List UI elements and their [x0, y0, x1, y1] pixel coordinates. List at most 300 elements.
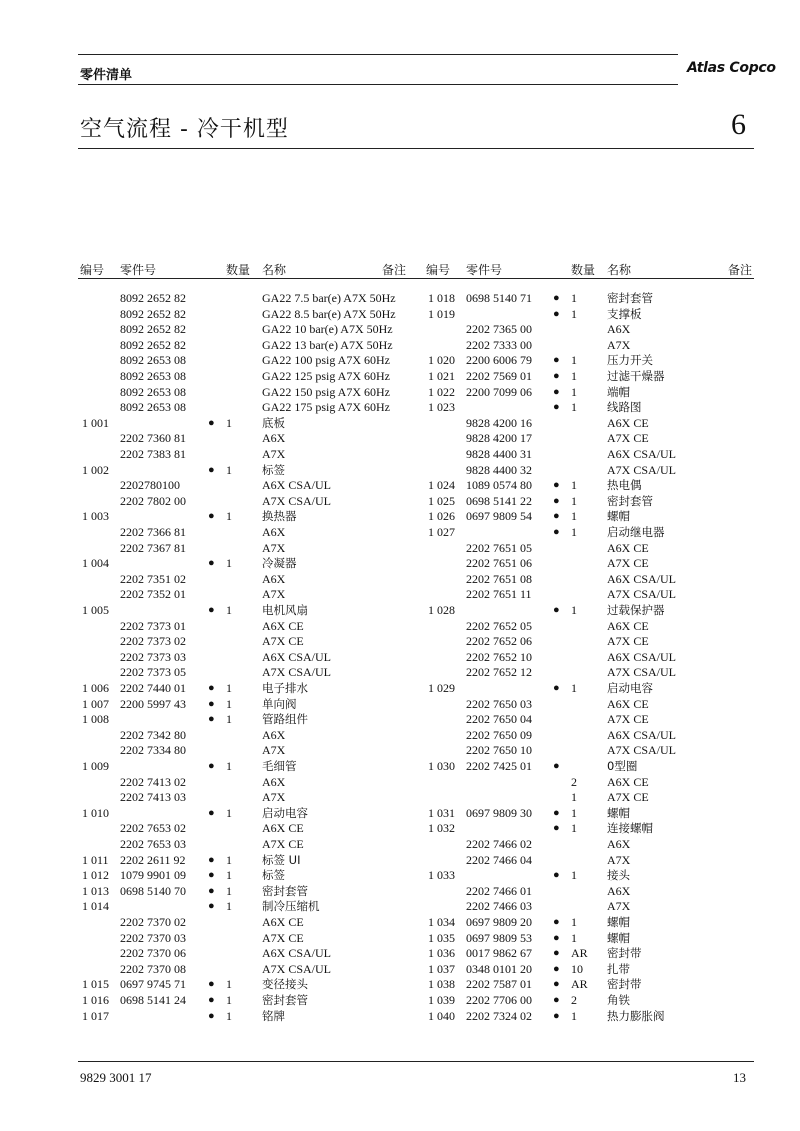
- item-number: 1 032: [428, 821, 455, 836]
- table-row: [0, 899, 800, 915]
- quantity: 1: [226, 1008, 232, 1023]
- part-number: 2202 7650 04: [466, 712, 532, 727]
- part-number: 0698 5140 71: [466, 291, 532, 305]
- part-name: A7X CSA/UL: [607, 587, 677, 602]
- quantity: 1: [226, 462, 232, 477]
- part-name: A6X CSA/UL: [262, 946, 332, 961]
- bullet-icon: ●: [208, 416, 215, 429]
- part-name: A6X CE: [607, 618, 649, 633]
- item-number: 1 022: [428, 384, 455, 399]
- table-row: [0, 494, 800, 510]
- table-row: [0, 338, 800, 354]
- part-number: 2200 7099 06: [466, 384, 532, 399]
- quantity: 1: [226, 868, 232, 883]
- bullet-icon: ●: [553, 526, 560, 538]
- table-row: [0, 400, 800, 416]
- item-number: 1 016: [82, 993, 109, 1007]
- item-number: 1 010: [82, 805, 109, 820]
- part-number: 8092 2652 82: [120, 337, 186, 352]
- quantity: 1: [226, 603, 232, 617]
- part-name: 过滤干燥器: [607, 369, 665, 383]
- part-name: 密封带: [607, 977, 642, 992]
- bullet-icon: ●: [553, 962, 560, 975]
- bullet-icon: ●: [553, 994, 560, 1006]
- table-row: [0, 993, 800, 1009]
- part-name: 密封套管: [262, 993, 308, 1007]
- part-number: 8092 2653 08: [120, 400, 186, 415]
- bullet-icon: ●: [208, 978, 215, 991]
- quantity: 1: [571, 384, 577, 399]
- item-number: 1 020: [428, 353, 455, 368]
- col-qty-right: 数量: [571, 263, 596, 277]
- part-name: A7X CSA/UL: [262, 493, 332, 508]
- quantity: 1: [226, 556, 232, 571]
- item-number: 1 011: [82, 852, 109, 867]
- table-row: [0, 619, 800, 635]
- quantity: 1: [571, 306, 577, 321]
- quantity: 1: [226, 977, 232, 992]
- item-number: 1 018: [428, 291, 455, 305]
- part-name: 压力开关: [607, 353, 653, 368]
- table-row: [0, 478, 800, 494]
- quantity: 1: [226, 883, 232, 898]
- table-row: [0, 587, 800, 603]
- bullet-icon: ●: [553, 760, 560, 772]
- table-row: [0, 416, 800, 432]
- item-number: 1 006: [82, 681, 109, 695]
- table-row: [0, 962, 800, 978]
- part-number: 2202 7334 80: [120, 743, 186, 758]
- part-number: 2202 7366 81: [120, 525, 186, 539]
- part-name: A6X CSA/UL: [607, 727, 677, 742]
- part-number: 0697 9809 53: [466, 930, 532, 945]
- bullet-icon: ●: [553, 931, 560, 944]
- item-number: 1 034: [428, 915, 455, 929]
- part-number: 8092 2653 08: [120, 384, 186, 399]
- item-number: 1 002: [82, 462, 109, 477]
- bullet-icon: ●: [553, 916, 560, 928]
- item-number: 1 015: [82, 977, 109, 992]
- quantity: 1: [571, 930, 577, 945]
- part-number: 2202 7370 08: [120, 961, 186, 976]
- part-name: 冷凝器: [262, 556, 297, 571]
- quantity: 1: [226, 805, 232, 820]
- part-number: 0697 9745 71: [120, 977, 186, 992]
- bullet-icon: ●: [553, 479, 560, 492]
- part-name: A6X: [262, 774, 286, 789]
- part-number: 2200 6006 79: [466, 353, 532, 368]
- item-number: 1 038: [428, 977, 455, 992]
- bullet-icon: ●: [553, 370, 560, 382]
- quantity: 1: [226, 509, 232, 524]
- part-number: 2202 7466 02: [466, 837, 532, 851]
- item-number: 1 008: [82, 712, 109, 727]
- part-number: 2202 7466 03: [466, 899, 532, 914]
- table-row: [0, 322, 800, 338]
- part-number: 2202 7651 08: [466, 571, 532, 586]
- table-row: [0, 915, 800, 931]
- part-name: A6X CSA/UL: [607, 649, 677, 664]
- quantity: 1: [226, 712, 232, 727]
- part-name: A7X: [607, 337, 631, 352]
- col-no-right: 编号: [426, 263, 451, 277]
- quantity: 1: [226, 415, 232, 430]
- part-name: A6X: [607, 322, 631, 337]
- part-number: 2202780100: [120, 478, 180, 493]
- part-name: 变径接头: [262, 977, 308, 992]
- part-number: 8092 2652 82: [120, 306, 186, 321]
- part-number: 2202 7650 09: [466, 727, 532, 742]
- part-name: A6X CSA/UL: [262, 478, 332, 493]
- item-number: 1 035: [428, 930, 455, 945]
- quantity: 1: [571, 493, 577, 508]
- table-row: [0, 431, 800, 447]
- part-name: 启动电容: [262, 805, 308, 820]
- bullet-icon: ●: [553, 869, 560, 882]
- item-number: 1 014: [82, 899, 109, 914]
- part-name: A6X CE: [262, 618, 304, 633]
- item-number: 1 025: [428, 493, 455, 508]
- part-name: GA22 13 bar(e) A7X 50Hz: [262, 337, 393, 352]
- table-row: [0, 790, 800, 806]
- part-name: 热电偶: [607, 478, 642, 493]
- part-name: GA22 175 psig A7X 60Hz: [262, 400, 390, 415]
- item-number: 1 001: [82, 415, 109, 430]
- table-row: [0, 759, 800, 775]
- quantity: 1: [571, 603, 577, 617]
- part-name: 电机风扇: [262, 603, 308, 617]
- part-name: 过载保护器: [607, 603, 665, 617]
- part-number: 2202 7652 12: [466, 665, 532, 680]
- bullet-icon: ●: [208, 806, 215, 819]
- table-row: [0, 572, 800, 588]
- table-row: [0, 463, 800, 479]
- part-number: 2202 7351 02: [120, 571, 186, 586]
- part-name: A7X CSA/UL: [607, 462, 677, 477]
- part-name: 单向阀: [262, 696, 297, 711]
- part-name: 0型圈: [607, 759, 638, 773]
- table-row: [0, 837, 800, 853]
- part-number: 8092 2652 82: [120, 322, 186, 337]
- table-row: [0, 728, 800, 744]
- part-name: A6X: [262, 571, 286, 586]
- quantity: 1: [571, 478, 577, 493]
- part-number: 2202 7360 81: [120, 431, 186, 446]
- item-number: 1 036: [428, 946, 455, 961]
- table-row: [0, 541, 800, 557]
- col-remark-right: 备注: [728, 263, 753, 277]
- part-number: 2202 7333 00: [466, 337, 532, 352]
- part-number: 2202 7370 02: [120, 915, 186, 929]
- part-name: A7X CE: [262, 930, 304, 945]
- quantity: 1: [571, 868, 577, 883]
- part-name: 制冷压缩机: [262, 899, 320, 914]
- col-name-right: 名称: [607, 263, 632, 277]
- bullet-icon: ●: [553, 806, 560, 819]
- table-head-rule: [78, 278, 754, 279]
- quantity: 1: [571, 821, 577, 836]
- bullet-icon: ●: [208, 1009, 215, 1022]
- part-name: A7X CSA/UL: [262, 665, 332, 680]
- part-name: A7X CE: [607, 556, 649, 571]
- part-name: 标签: [262, 462, 285, 477]
- part-name: A7X: [262, 447, 286, 461]
- bullet-icon: ●: [553, 307, 560, 320]
- part-name: 端帽: [607, 384, 630, 399]
- col-no-left: 编号: [80, 263, 105, 277]
- part-number: 2202 7651 05: [466, 540, 532, 555]
- item-number: 1 005: [82, 603, 109, 617]
- bullet-icon: ●: [553, 401, 560, 414]
- table-row: [0, 307, 800, 323]
- part-name: 热力膨胀阀: [607, 1008, 665, 1023]
- bullet-icon: ●: [553, 292, 560, 304]
- item-number: 1 019: [428, 306, 455, 321]
- part-name: 螺帽: [607, 509, 630, 524]
- table-row: [0, 946, 800, 962]
- header-rule: [78, 54, 678, 55]
- part-name: A7X: [607, 852, 631, 867]
- part-name: A7X CE: [607, 790, 649, 805]
- item-number: 1 033: [428, 868, 455, 883]
- part-name: 底板: [262, 415, 285, 430]
- part-name: 毛细管: [262, 759, 297, 773]
- part-number: 0698 5140 70: [120, 883, 186, 898]
- part-name: A7X CSA/UL: [262, 961, 332, 976]
- quantity: 1: [226, 899, 232, 914]
- part-number: 2202 7653 03: [120, 837, 186, 851]
- part-number: 0697 9809 54: [466, 509, 532, 524]
- table-row: [0, 291, 800, 307]
- bullet-icon: ●: [553, 1009, 560, 1022]
- table-row: [0, 447, 800, 463]
- quantity: 1: [571, 681, 577, 695]
- part-number: 2202 7324 02: [466, 1008, 532, 1023]
- part-name: A7X CE: [607, 712, 649, 727]
- part-name: A6X: [607, 837, 631, 851]
- table-row: [0, 884, 800, 900]
- item-number: 1 023: [428, 400, 455, 415]
- part-name: 螺帽: [607, 930, 630, 945]
- item-number: 1 027: [428, 525, 455, 539]
- quantity: 1: [571, 509, 577, 524]
- table-row: [0, 353, 800, 369]
- item-number: 1 003: [82, 509, 109, 524]
- part-name: 密封套管: [262, 883, 308, 898]
- bullet-icon: ●: [553, 604, 560, 616]
- header-bottom-rule: [78, 84, 678, 85]
- part-name: GA22 8.5 bar(e) A7X 50Hz: [262, 306, 396, 321]
- part-number: 0017 9862 67: [466, 946, 532, 961]
- part-name: A6X CE: [607, 415, 649, 430]
- quantity: 1: [226, 993, 232, 1007]
- part-number: 2202 7802 00: [120, 493, 186, 508]
- part-name: A7X CE: [262, 837, 304, 851]
- item-number: 1 028: [428, 603, 455, 617]
- part-number: 2202 7651 06: [466, 556, 532, 571]
- part-name: 管路组件: [262, 712, 308, 727]
- part-number: 2202 7466 04: [466, 852, 532, 867]
- quantity: AR: [571, 946, 588, 961]
- part-name: GA22 150 psig A7X 60Hz: [262, 384, 390, 399]
- part-number: 2202 7413 02: [120, 774, 186, 789]
- part-number: 2202 7425 01: [466, 759, 532, 773]
- quantity: 1: [571, 291, 577, 305]
- quantity: 1: [571, 525, 577, 539]
- part-number: 2202 7569 01: [466, 369, 532, 383]
- part-number: 2202 7373 03: [120, 649, 186, 664]
- quantity: AR: [571, 977, 588, 992]
- part-name: A7X: [262, 587, 286, 602]
- part-name: 换热器: [262, 509, 297, 524]
- part-name: 铭牌: [262, 1008, 285, 1023]
- part-number: 9828 4200 16: [466, 415, 532, 430]
- part-number: 2200 5997 43: [120, 696, 186, 711]
- part-name: A7X: [607, 899, 631, 914]
- part-name: GA22 100 psig A7X 60Hz: [262, 353, 390, 368]
- table-row: [0, 868, 800, 884]
- item-number: 1 017: [82, 1008, 109, 1023]
- table-row: [0, 931, 800, 947]
- quantity: 1: [571, 369, 577, 383]
- part-name: A7X CE: [607, 431, 649, 446]
- part-number: 9828 4400 31: [466, 447, 532, 461]
- part-number: 2202 7365 00: [466, 322, 532, 337]
- table-row: [0, 665, 800, 681]
- quantity: 10: [571, 961, 583, 976]
- col-remark-left: 备注: [382, 263, 407, 277]
- quantity: 1: [571, 805, 577, 820]
- bullet-icon: ●: [208, 869, 215, 882]
- bullet-icon: ●: [553, 947, 560, 960]
- bullet-icon: ●: [208, 682, 215, 694]
- part-name: A7X: [262, 743, 286, 758]
- part-number: 9828 4200 17: [466, 431, 532, 446]
- part-number: 0697 9809 20: [466, 915, 532, 929]
- part-name: A6X CE: [607, 774, 649, 789]
- part-number: 2202 7652 10: [466, 649, 532, 664]
- part-number: 2202 7650 10: [466, 743, 532, 758]
- part-name: 密封带: [607, 946, 642, 961]
- atlas-copco-logo: Atlas Copco: [687, 60, 776, 76]
- bullet-icon: ●: [208, 760, 215, 772]
- item-number: 1 030: [428, 759, 455, 773]
- item-number: 1 024: [428, 478, 455, 493]
- part-name: A7X: [262, 540, 286, 555]
- part-number: 1089 0574 80: [466, 478, 532, 493]
- table-row: [0, 556, 800, 572]
- part-name: 螺帽: [607, 915, 630, 929]
- bullet-icon: ●: [208, 713, 215, 726]
- part-name: 标签: [262, 868, 285, 883]
- title-rule: [78, 148, 754, 149]
- part-name: 连接螺帽: [607, 821, 653, 836]
- table-row: [0, 385, 800, 401]
- col-qty-left: 数量: [226, 263, 251, 277]
- page-title: 空气流程 - 冷干机型: [80, 117, 289, 142]
- bullet-icon: ●: [208, 697, 215, 710]
- table-row: [0, 977, 800, 993]
- section-label: 零件清单: [80, 68, 133, 83]
- bullet-icon: ●: [553, 978, 560, 991]
- part-name: 启动电容: [607, 681, 653, 695]
- part-name: GA22 7.5 bar(e) A7X 50Hz: [262, 291, 396, 305]
- part-number: 2202 7367 81: [120, 540, 186, 555]
- bullet-icon: ●: [208, 604, 215, 616]
- part-name: GA22 125 psig A7X 60Hz: [262, 369, 390, 383]
- part-name: 螺帽: [607, 805, 630, 820]
- bullet-icon: ●: [553, 682, 560, 694]
- part-name: 密封套管: [607, 291, 653, 305]
- item-number: 1 037: [428, 961, 455, 976]
- part-name: 密封套管: [607, 493, 653, 508]
- table-row: [0, 634, 800, 650]
- quantity: 1: [571, 790, 577, 805]
- part-number: 2202 2611 92: [120, 852, 186, 867]
- part-name: A6X CE: [262, 915, 304, 929]
- table-row: [0, 681, 800, 697]
- part-name: A6X: [607, 883, 631, 898]
- table-row: [0, 853, 800, 869]
- bullet-icon: ●: [208, 510, 215, 523]
- col-partno-right: 零件号: [466, 263, 503, 277]
- part-name: 接头: [607, 868, 630, 883]
- item-number: 1 009: [82, 759, 109, 773]
- table-row: [0, 650, 800, 666]
- part-number: 2202 7440 01: [120, 681, 186, 695]
- part-name: A6X CE: [607, 540, 649, 555]
- table-row: [0, 697, 800, 713]
- part-number: 2202 7373 01: [120, 618, 186, 633]
- part-name: 电子排水: [262, 681, 308, 695]
- item-number: 1 021: [428, 369, 455, 383]
- quantity: 1: [226, 852, 232, 867]
- quantity: 1: [571, 353, 577, 368]
- part-number: 2202 7653 02: [120, 821, 186, 836]
- part-number: 0348 0101 20: [466, 961, 532, 976]
- quantity: 1: [571, 1008, 577, 1023]
- item-number: 1 029: [428, 681, 455, 695]
- table-row: [0, 775, 800, 791]
- part-number: 2202 7413 03: [120, 790, 186, 805]
- item-number: 1 026: [428, 509, 455, 524]
- part-number: 8092 2653 08: [120, 353, 186, 368]
- quantity: 1: [571, 915, 577, 929]
- part-number: 0698 5141 24: [120, 993, 186, 1007]
- chapter-number: 6: [731, 108, 746, 141]
- table-row: [0, 743, 800, 759]
- bullet-icon: ●: [208, 853, 215, 866]
- part-name: A7X CSA/UL: [607, 743, 677, 758]
- part-name: 扎带: [607, 961, 630, 976]
- part-number: 8092 2653 08: [120, 369, 186, 383]
- bullet-icon: ●: [553, 494, 560, 507]
- item-number: 1 012: [82, 868, 109, 883]
- bullet-icon: ●: [208, 994, 215, 1006]
- part-number: 0697 9809 30: [466, 805, 532, 820]
- quantity: 1: [226, 681, 232, 695]
- part-name: A6X CSA/UL: [607, 571, 677, 586]
- part-name: A6X CSA/UL: [607, 447, 677, 461]
- part-name: A6X CSA/UL: [262, 649, 332, 664]
- part-number: 8092 2652 82: [120, 291, 186, 305]
- part-name: 角铁: [607, 993, 630, 1007]
- table-row: [0, 712, 800, 728]
- footer-rule: [78, 1061, 754, 1062]
- bullet-icon: ●: [208, 884, 215, 897]
- part-number: 2202 7587 01: [466, 977, 532, 992]
- part-number: 2202 7342 80: [120, 727, 186, 742]
